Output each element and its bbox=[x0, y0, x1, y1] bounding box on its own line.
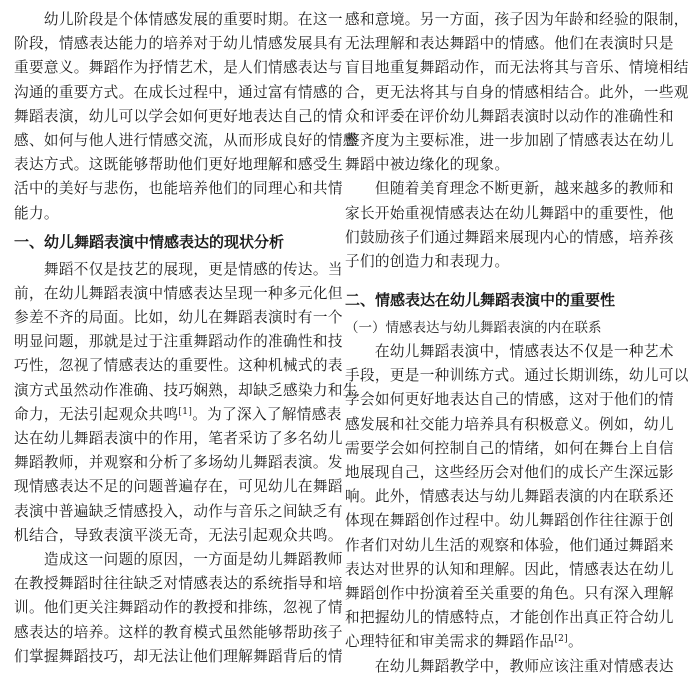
text-line: 演方式虽然动作准确、技巧娴熟，却缺乏感染力和生 bbox=[14, 381, 358, 399]
text-line: 幼儿阶段是个体情感发展的重要时期。在这一 bbox=[14, 11, 343, 28]
text-line: 舞蹈教师，并观察和分析了多场幼儿舞蹈表演。发 bbox=[14, 454, 343, 472]
text-line: 子们的创造力和表现力。 bbox=[345, 252, 510, 270]
cause-paragraph bbox=[14, 548, 343, 669]
status-paragraph bbox=[14, 258, 358, 548]
text-line: 响。此外，情感表达与幼儿舞蹈表演的内在联系还 bbox=[345, 488, 674, 506]
text-line: 表达对世界的认知和理解。因此，情感表达在幼儿 bbox=[345, 560, 674, 578]
text-line bbox=[14, 403, 342, 427]
text-line: 和把握幼儿的情感特点，才能创作出真正符合幼儿 bbox=[345, 609, 674, 627]
trend-paragraph bbox=[345, 177, 674, 274]
text-line: 但随着美育理念不断更新，越来越多的教师和 bbox=[345, 180, 674, 198]
text-line: 明显问题，那就是过于注重舞蹈动作的准确性和技 bbox=[14, 333, 343, 351]
text-line: 合，更无法将其与自身的情感相结合。此外，一些观 bbox=[345, 83, 689, 101]
text-line: 学会如何更好地表达自己的情感，这对于他们的情 bbox=[345, 391, 674, 409]
text-line: 活中的美好与悲伤，也能培养他们的同理心和共情 bbox=[14, 180, 343, 198]
text-line: 重要意义。舞蹈作为抒情艺术，是人们情感表达与 bbox=[14, 59, 343, 77]
text-line: 感表达的培养。这样的教育模式虽然能够帮助孩子 bbox=[14, 623, 343, 641]
text-line: 参差不齐的局面。比如，幼儿在舞蹈表演时有一个 bbox=[14, 309, 343, 327]
text-line: 需要学会如何控制自己的情绪，如何在舞台上自信 bbox=[345, 439, 674, 457]
text-line: 阶段，情感表达能力的培养对于幼儿情感发展具有 bbox=[14, 35, 343, 53]
text-line: 巧性，忽视了情感表达的重要性。这种机械式的表 bbox=[14, 357, 343, 375]
text-line: 训。他们更关注舞蹈动作的教授和排练，忽视了情 bbox=[14, 599, 343, 617]
subsection-heading: （一）情感表达与幼儿舞蹈表演的内在联系 bbox=[345, 320, 602, 337]
text-line: 舞蹈不仅是技艺的展现，更是情感的传达。当 bbox=[14, 260, 343, 278]
text-line: 能力。 bbox=[14, 204, 59, 222]
text-line: 前，在幼儿舞蹈表演中情感表达呈现一种多元化但 bbox=[14, 284, 343, 302]
text-line: 作者们对幼儿生活的观察和体验，他们通过舞蹈来 bbox=[345, 536, 674, 554]
text-line: 舞蹈表演，幼儿可以学会如何更好地表达自己的情 bbox=[14, 107, 343, 125]
text-line bbox=[345, 630, 671, 654]
teaching-paragraph bbox=[345, 655, 674, 679]
text-line: 感、如何与他人进行情感交流，从而形成良好的情感 bbox=[14, 131, 358, 149]
left-column bbox=[14, 8, 358, 669]
text-span: 心理特征和审美需求的舞蹈作品 bbox=[345, 633, 555, 651]
text-line: 地展现自己，这些经历会对他们的成长产生深远影 bbox=[345, 464, 674, 481]
text-line: 表演中普遍缺乏情感投入，动作与音乐之间缺乏有 bbox=[14, 502, 343, 520]
text-line: 无法理解和表达舞蹈中的情感。他们在表演时只是 bbox=[345, 35, 674, 53]
spacer bbox=[345, 274, 671, 284]
text-line: 机结合，导致表演平淡无奇，无法引起观众共鸣。 bbox=[14, 526, 343, 544]
text-line: 盲目地重复舞蹈动作，而无法将其与音乐、情境相结 bbox=[345, 59, 689, 77]
text-line: 们掌握舞蹈技巧，却无法让他们理解舞蹈背后的情 bbox=[14, 647, 343, 665]
intro-paragraph bbox=[14, 8, 358, 226]
text-span: 命力，无法引起观众共鸣 bbox=[14, 405, 179, 423]
text-line: 在幼儿舞蹈表演中，情感表达不仅是一种艺术 bbox=[345, 343, 674, 361]
text-line: 舞蹈中被边缘化的现象。 bbox=[345, 156, 510, 174]
text-line: 造成这一问题的原因，一方面是幼儿舞蹈教师 bbox=[14, 550, 343, 568]
continued-paragraph bbox=[345, 8, 689, 177]
text-line: 手段，更是一种训练方式。通过长期训练，幼儿可以 bbox=[345, 367, 689, 385]
text-span: 。为了深入了解情感表 bbox=[192, 405, 342, 423]
citation-ref-2: [2] bbox=[554, 634, 569, 645]
text-line: 家长开始重视情感表达在幼儿舞蹈中的重要性，他 bbox=[345, 204, 674, 222]
text-line: 舞蹈创作中扮演着至关重要的角色。只有深入理解 bbox=[345, 584, 674, 602]
text-line: 众和评委在评价幼儿舞蹈表演时以动作的准确性和 bbox=[345, 107, 674, 125]
text-line: 感发展和社交能力培养具有积极意义。例如，幼儿 bbox=[345, 415, 674, 433]
text-line: 整齐度为主要标准，进一步加剧了情感表达在幼儿 bbox=[345, 131, 674, 149]
section-heading-1: 一、幼儿舞蹈表演中情感表达的现状分析 bbox=[14, 232, 285, 251]
text-line: 体现在舞蹈创作过程中。幼儿舞蹈创作往往源于创 bbox=[345, 512, 674, 530]
text-line: 感和意境。另一方面，孩子因为年龄和经验的限制， bbox=[345, 11, 689, 28]
text-line: 在幼儿舞蹈教学中，教师应该注重对情感表达 bbox=[345, 657, 674, 675]
text-line: 表达方式。这既能够帮助他们更好地理解和感受生 bbox=[14, 156, 343, 174]
text-line: 沟通的重要方式。在成长过程中，通过富有情感的 bbox=[14, 83, 343, 101]
text-line: 现情感表达不足的问题普遍存在，可见幼儿在舞蹈 bbox=[14, 478, 343, 496]
right-column bbox=[345, 8, 689, 679]
citation-ref-1: [1] bbox=[178, 406, 193, 417]
text-line: 达在幼儿舞蹈表演中的作用，笔者采访了多名幼儿 bbox=[14, 430, 343, 447]
text-line: 在教授舞蹈时往往缺乏对情感表达的系统指导和培 bbox=[14, 575, 343, 593]
section-heading-2: 二、情感表达在幼儿舞蹈表演中的重要性 bbox=[345, 291, 616, 310]
connection-paragraph bbox=[345, 340, 689, 654]
text-line: 们鼓励孩子们通过舞蹈来展现内心的情感，培养孩 bbox=[345, 228, 674, 246]
text-span: 。 bbox=[568, 633, 583, 651]
